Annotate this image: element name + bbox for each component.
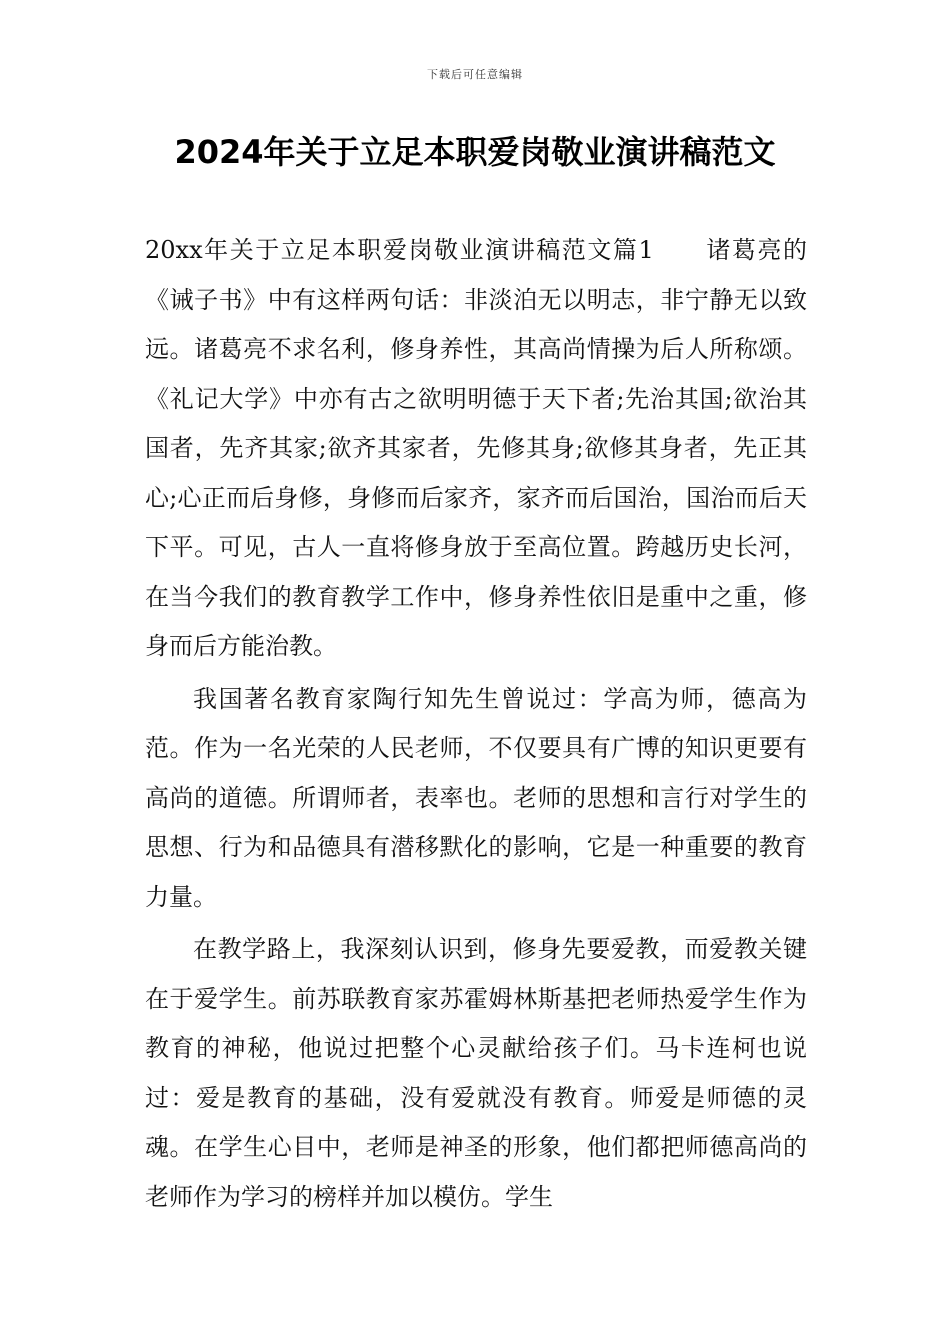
- paragraph-2: 我国著名教育家陶行知先生曾说过：学高为师，德高为范。作为一名光荣的人民老师，不仅要具有广博的知识更要有高尚的道德。所谓师者，表率也。老师的思想和言行对学生的思想、行为和品德具有潜移默化的影响，它是一种重要的教育力量。: [145, 684, 807, 911]
- header-note: 下载后可任意编辑: [427, 68, 523, 81]
- document-body: [145, 226, 807, 1222]
- paragraph-1: 20xx年关于立足本职爱岗敬业演讲稿范文篇1 诸葛亮的《诫子书》中有这样两句话：非淡泊无以明志，非宁静无以致远。诸葛亮不求名利，修身养性，其高尚情操为后人所称颂。《礼记大学》中亦有古之欲明明德于天下者;先治其国;欲治其国者，先齐其家;欲齐其家者，先修其身;欲修其身者，先正其心;心正而后身修，身修而后家齐，家齐而后国治，国治而后天下平。可见，古人一直将修身放于至高位置。跨越历史长河，在当今我们的教育教学工作中，修身养性依旧是重中之重，修身而后方能治教。: [145, 236, 807, 660]
- document-title: 2024年关于立足本职爱岗敬业演讲稿范文: [174, 133, 776, 171]
- paragraph-3: 在教学路上，我深刻认识到，修身先要爱教，而爱教关键在于爱学生。前苏联教育家苏霍姆林斯基把老师热爱学生作为教育的神秘，他说过把整个心灵献给孩子们。马卡连柯也说过：爱是教育的基础，没有爱就没有教育。师爱是师德的灵魂。在学生心目中，老师是神圣的形象，他们都把师德高尚的老师作为学习的榜样并加以模仿。学生: [145, 935, 807, 1211]
